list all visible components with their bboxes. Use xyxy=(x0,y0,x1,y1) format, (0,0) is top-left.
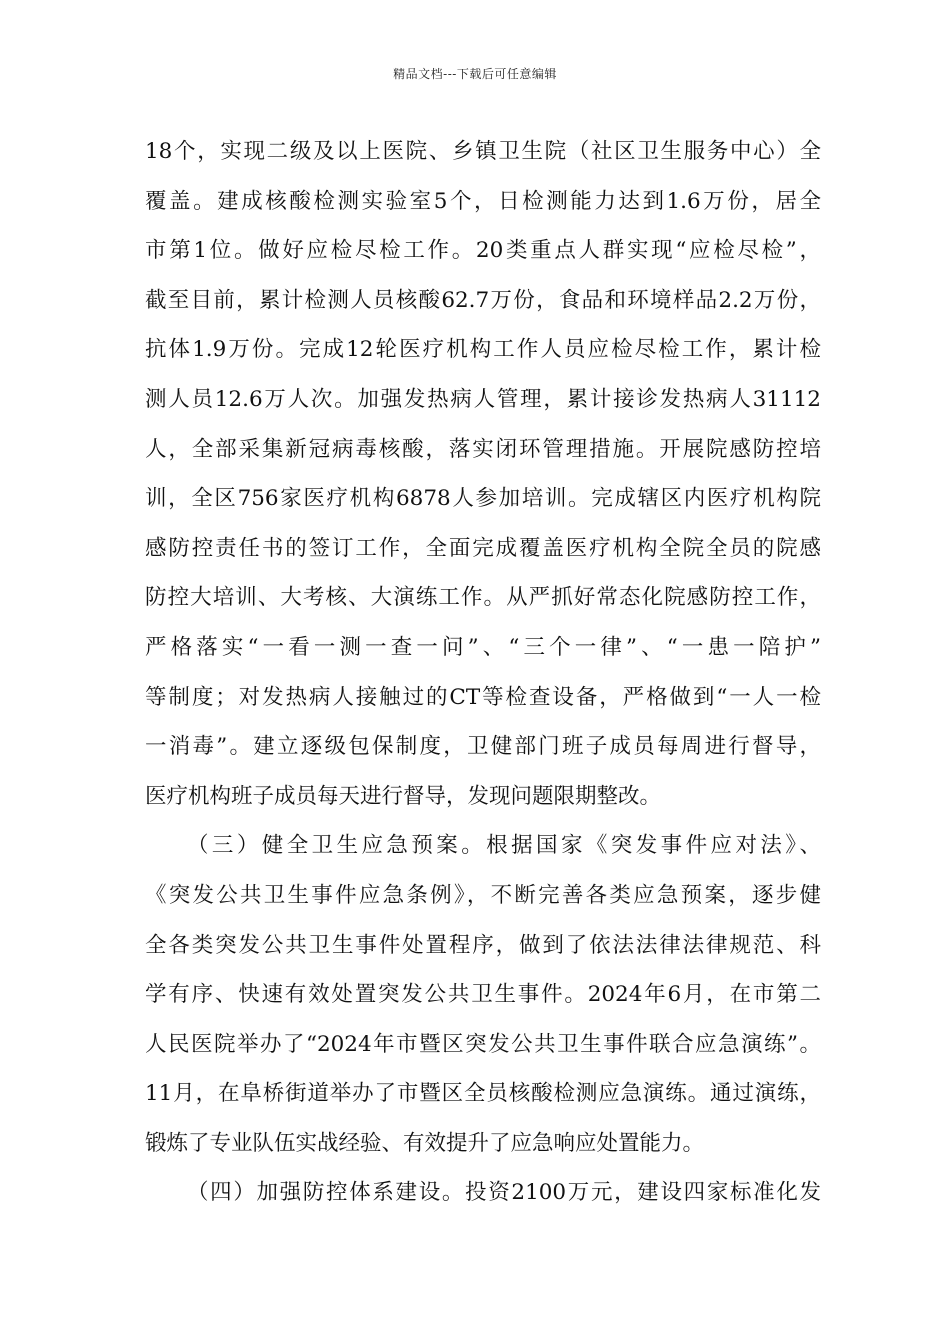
text-line: （三）健全卫生应急预案。根据国家《突发事件应对法》、 xyxy=(187,833,821,859)
text-line: 训，全区756家医疗机构6878人参加培训。完成辖区内医疗机构院 xyxy=(145,486,821,512)
text-line: 测人员12.6万人次。加强发热病人管理，累计接诊发热病人31112 xyxy=(145,386,821,412)
text-line: 防控大培训、大考核、大演练工作。从严抓好常态化院感防控工作， xyxy=(145,585,821,611)
text-line: 11月，在阜桥街道举办了市暨区全员核酸检测应急演练。通过演练， xyxy=(145,1081,821,1107)
document-body xyxy=(145,132,821,1223)
page-header: 精品文档---下载后可任意编辑 xyxy=(393,67,557,81)
text-line: 覆盖。建成核酸检测实验室5个，日检测能力达到1.6万份，居全 xyxy=(145,188,821,214)
text-line: 《突发公共卫生事件应急条例》，不断完善各类应急预案，逐步健 xyxy=(145,882,821,908)
text-line: 等制度；对发热病人接触过的CT等检查设备，严格做到“一人一检 xyxy=(145,684,821,710)
text-line: 市第1位。做好应检尽检工作。20类重点人群实现“应检尽检”， xyxy=(145,238,821,264)
text-line: 18个，实现二级及以上医院、乡镇卫生院（社区卫生服务中心）全 xyxy=(145,139,821,164)
text-line: 医疗机构班子成员每天进行督导，发现问题限期整改。 xyxy=(145,783,662,809)
text-line: 全各类突发公共卫生事件处置程序，做到了依法法律法律规范、科 xyxy=(145,932,821,958)
text-line: 抗体1.9万份。完成12轮医疗机构工作人员应检尽检工作，累计检 xyxy=(145,337,821,363)
text-line: 一消毒”。建立逐级包保制度，卫健部门班子成员每周进行督导， xyxy=(145,734,821,760)
text-line: 严格落实“一看一测一查一问”、“三个一律”、“一患一陪护” xyxy=(145,634,821,660)
text-line: 人，全部采集新冠病毒核酸，落实闭环管理措施。开展院感防控培 xyxy=(145,436,821,462)
text-line: 感防控责任书的签订工作，全面完成覆盖医疗机构全院全员的院感 xyxy=(145,535,821,561)
text-line: 学有序、快速有效处置突发公共卫生事件。2024年6月，在市第二 xyxy=(145,982,821,1008)
text-line: （四）加强防控体系建设。投资2100万元，建设四家标准化发 xyxy=(187,1180,821,1206)
text-line: 锻炼了专业队伍实战经验、有效提升了应急响应处置能力。 xyxy=(145,1130,705,1156)
text-line: 人民医院举办了“2024年市暨区突发公共卫生事件联合应急演练”。 xyxy=(145,1031,821,1057)
text-line: 截至目前，累计检测人员核酸62.7万份，食品和环境样品2.2万份， xyxy=(145,287,821,313)
